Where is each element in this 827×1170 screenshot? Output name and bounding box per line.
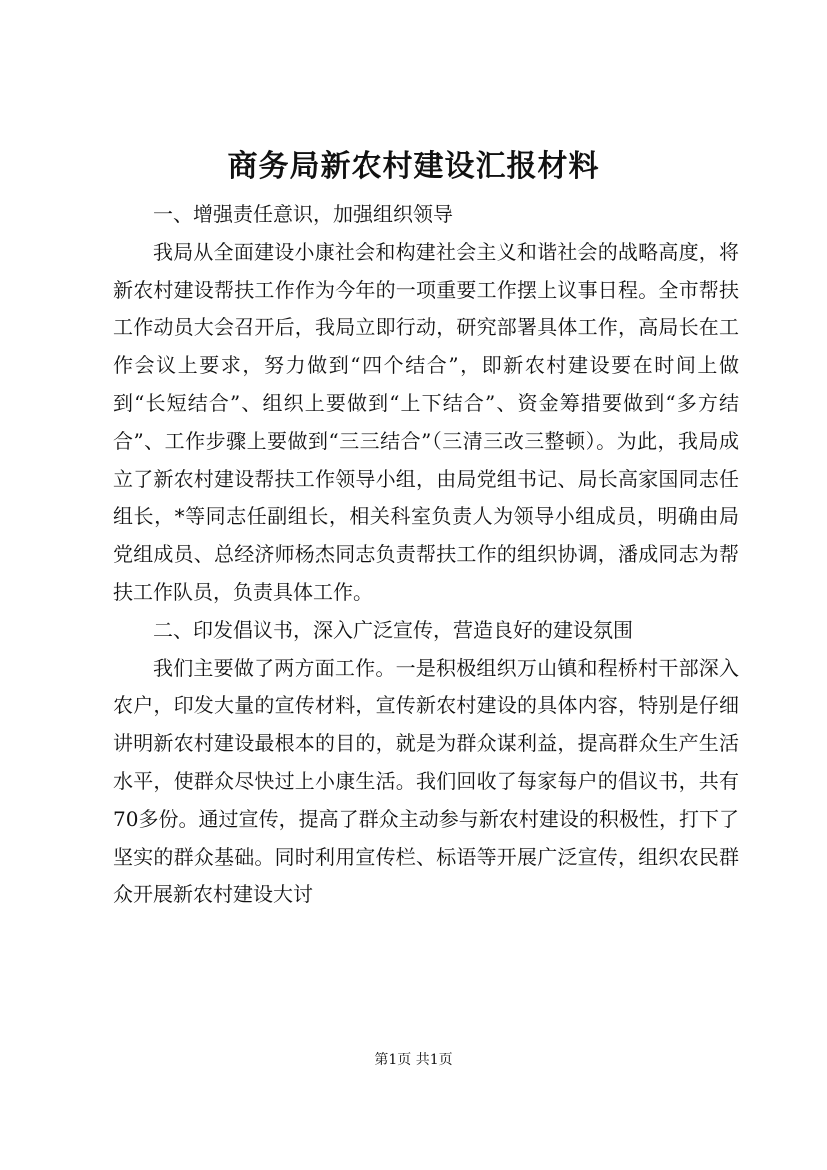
paragraph-1: 我局从全面建设小康社会和构建社会主义和谐社会的战略高度，将新农村建设帮扶工作作为今年的一项重要工作摆上议事日程。全市帮扶工作动员大会召开后，我局立即行动，研究部署具体工作，高局长在工作会议上要求，努力做到“四个结合”，即新农村建设要在时间上做到“长短结合”、组织上要做到“上下结合”、资金筹措要做到“多方结合”、工作步骤上要做到“三三结合”（三清三改三整顿）。为此，我局成立了新农村建设帮扶工作领导小组，由局党组书记、局长高家国同志任组长，*等同志任副组长，相关科室负责人为领导小组成员，明确由局党组成员、总经济师杨杰同志负责帮扶工作的组织协调，潘成同志为帮扶工作队员，负责具体工作。 [113,239,739,604]
paragraph-2: 我们主要做了两方面工作。一是积极组织万山镇和程桥村干部深入农户，印发大量的宣传材料，宣传新农村建设的具体内容，特别是仔细讲明新农村建设最根本的目的，就是为群众谋利益，提高群众生产生活水平，使群众尽快过上小康生活。我们回收了每家每户的倡议书，共有70多份。通过宣传，提高了群众主动参与新农村建设的积极性，打下了坚实的群众基础。同时利用宣传栏、标语等开展广泛宣传，组织农民群众开展新农村建设大讨 [113,655,739,907]
section-heading-1: 一、增强责任意识，加强组织领导 [153,202,453,226]
document-title: 商务局新农村建设汇报材料 [227,149,600,184]
page-footer: 第1页 共1页 [374,1052,453,1068]
document-body [113,196,739,914]
section-heading-2: 二、印发倡议书，深入广泛宣传，营造良好的建设氛围 [153,617,633,642]
